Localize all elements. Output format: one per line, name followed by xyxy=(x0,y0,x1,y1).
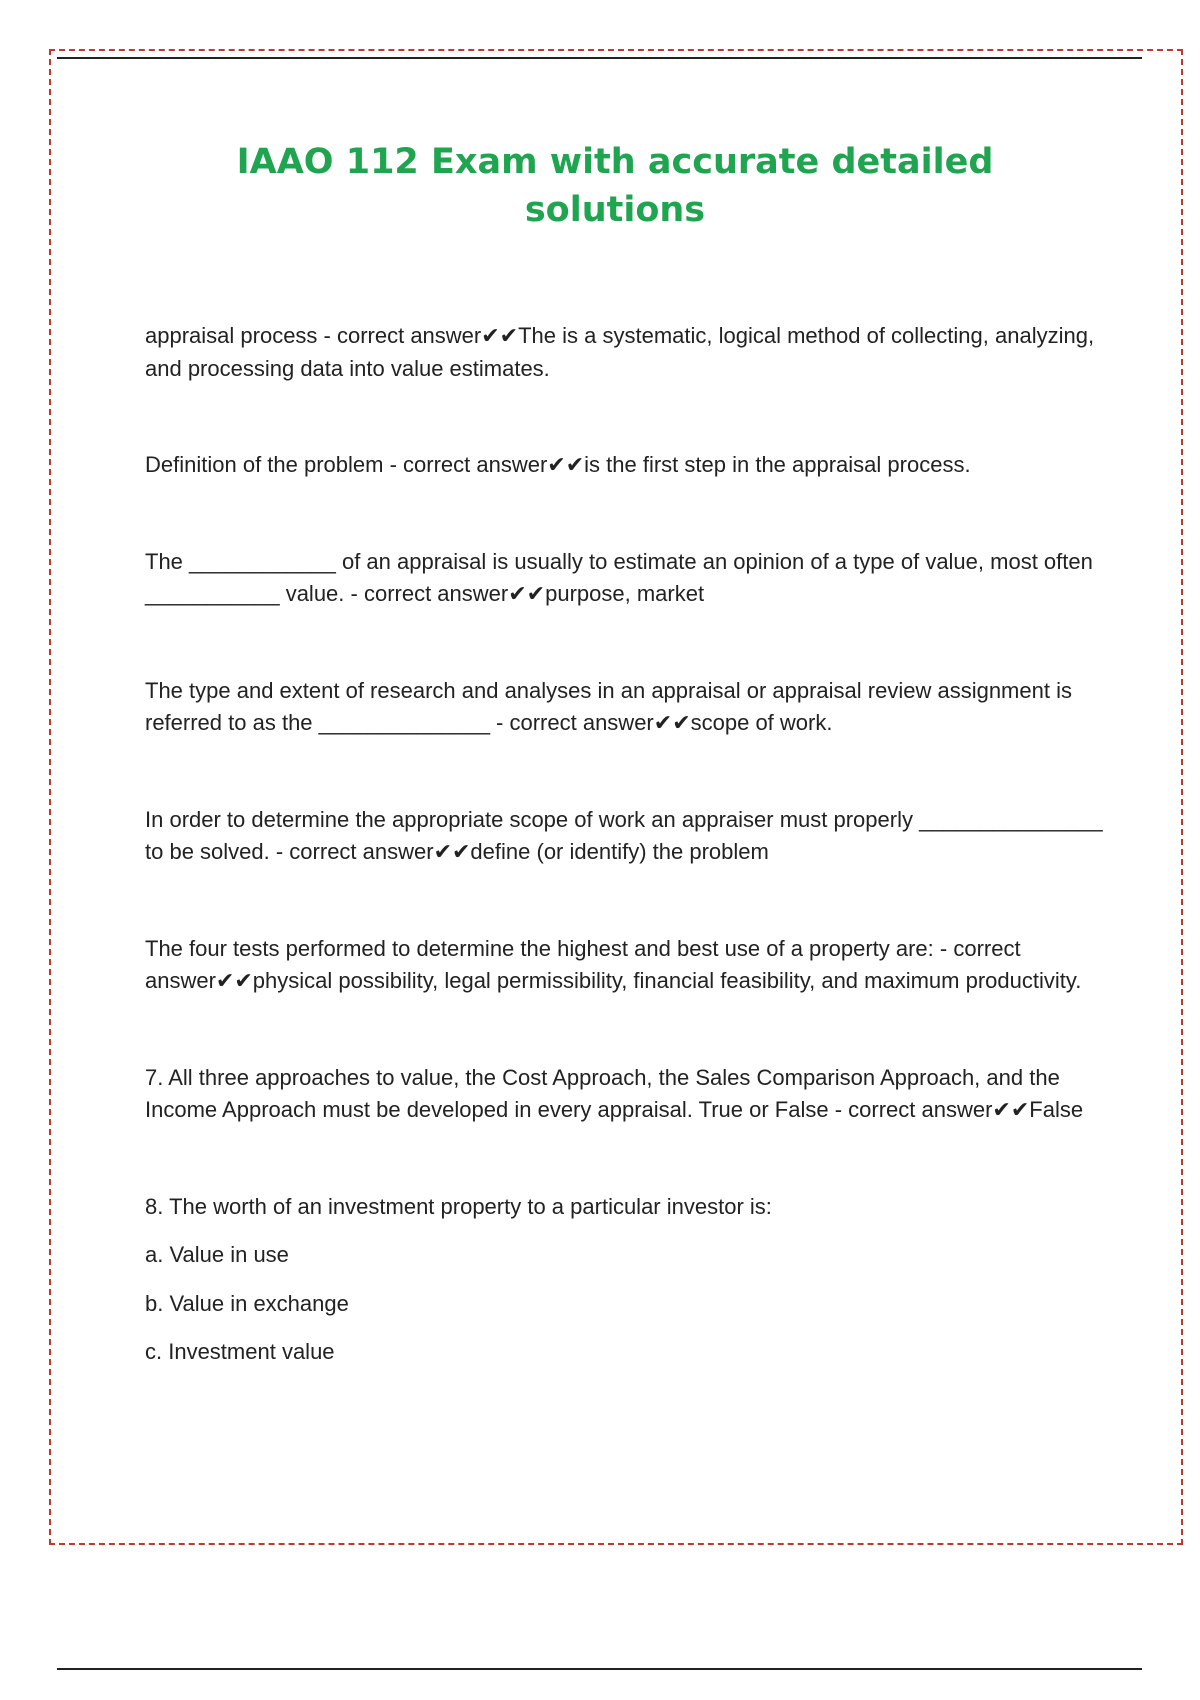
qa-item: Definition of the problem - correct answer✔✔is the first step in the appraisal process. xyxy=(145,452,971,477)
document-body xyxy=(145,320,1115,1385)
question-item: 8. The worth of an investment property to a particular investor is: xyxy=(145,1193,772,1219)
qa-item: The type and extent of research and analyses in an appraisal or appraisal review assignment is referred to as the ______________ - correct answer✔✔scope of work. xyxy=(145,677,1072,735)
qa-item: appraisal process - correct answer✔✔The is a systematic, logical method of collecting, analyzing, and processing data into value estimates. xyxy=(145,323,1095,381)
qa-item: The four tests performed to determine the highest and best use of a property are: - correct answer✔✔physical possibility, legal permissibility, financial feasibility, and maximum productivity. xyxy=(145,935,1082,993)
qa-item: In order to determine the appropriate scope of work an appraiser must properly _______________ to be solved. - correct answer✔✔define (or identify) the problem xyxy=(145,806,1103,864)
answer-option: b. Value in exchange xyxy=(145,1290,349,1316)
answer-option: c. Investment value xyxy=(145,1339,335,1364)
qa-item: 7. All three approaches to value, the Cost Approach, the Sales Comparison Approach, and the Income Approach must be developed in every appraisal. True or False - correct answer✔✔False xyxy=(145,1064,1084,1122)
answer-option: a. Value in use xyxy=(145,1242,289,1267)
top-rule xyxy=(57,57,1142,59)
bottom-rule xyxy=(57,1668,1142,1670)
qa-item: The ____________ of an appraisal is usually to estimate an opinion of a type of value, most often ___________ value. - correct answer✔✔purpose, market xyxy=(145,548,1093,606)
document-title: IAAO 112 Exam with accurate detailed solutions xyxy=(236,142,994,230)
